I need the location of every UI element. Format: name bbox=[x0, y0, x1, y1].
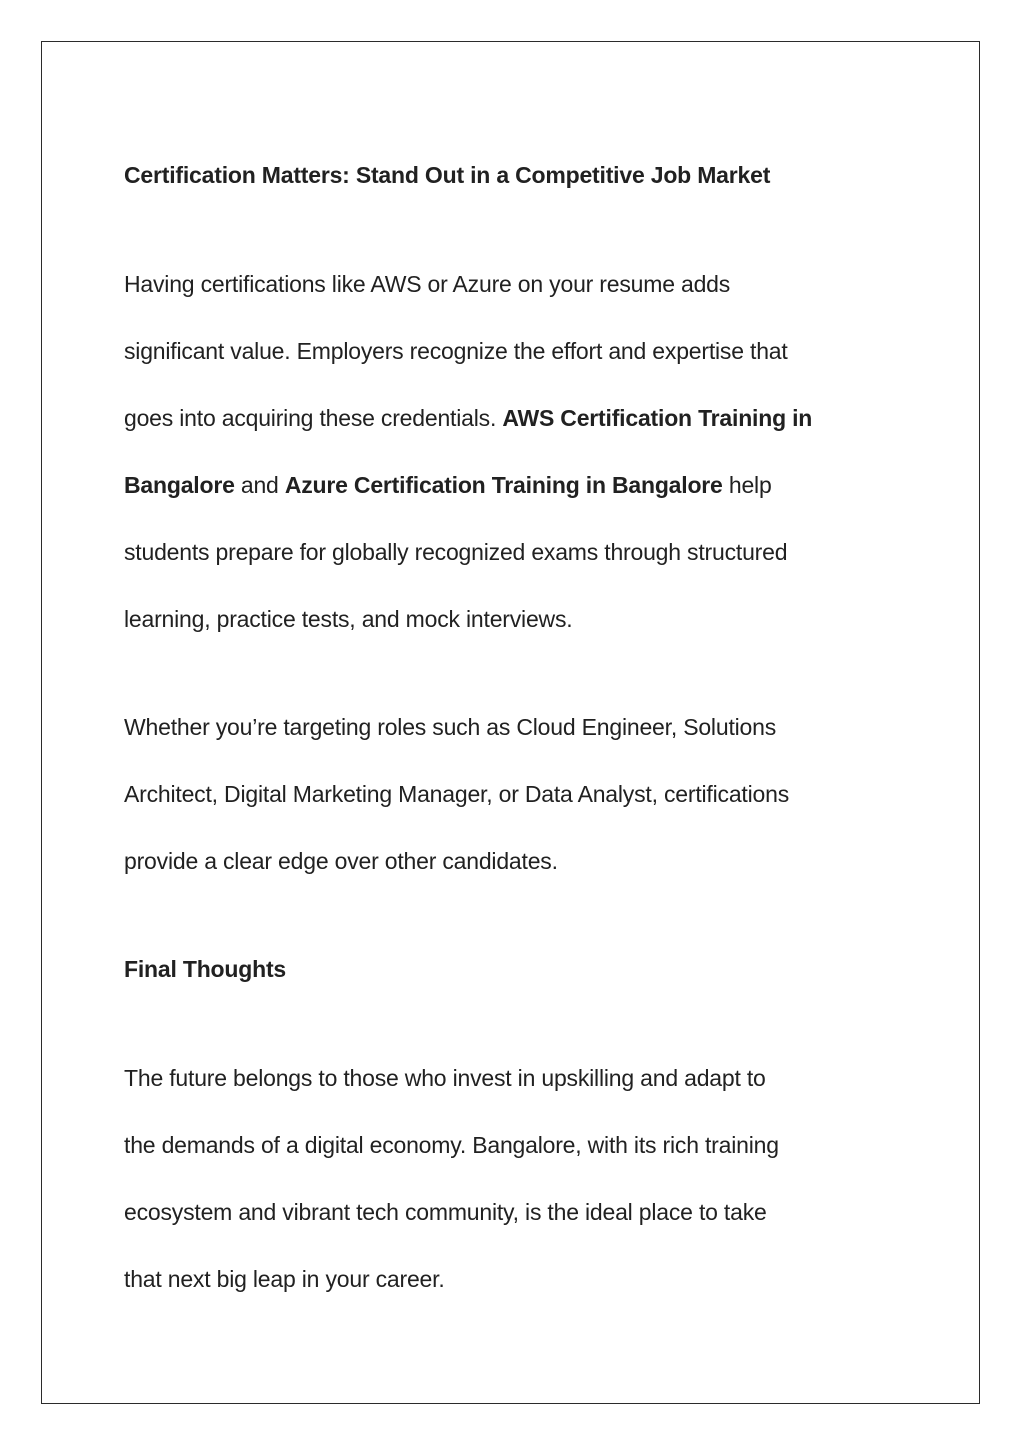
text-line: significant value. Employers recognize the effort and expertise that bbox=[124, 338, 788, 364]
text-line: provide a clear edge over other candidates. bbox=[124, 848, 558, 874]
text-line: the demands of a digital economy. Bangalore, with its rich training bbox=[124, 1132, 779, 1158]
azure-training-emphasis: Azure Certification Training in Bangalore bbox=[284, 472, 723, 498]
aws-training-emphasis-continued: Bangalore bbox=[124, 472, 235, 498]
text-line: Whether you’re targeting roles such as Cloud Engineer, Solutions bbox=[124, 714, 777, 740]
text-line: Architect, Digital Marketing Manager, or Data Analyst, certifications bbox=[124, 781, 789, 807]
paragraph-final-thoughts bbox=[124, 1045, 914, 1313]
text-line: ecosystem and vibrant tech community, is the ideal place to take bbox=[124, 1199, 767, 1225]
text-run: goes into acquiring these credentials. bbox=[124, 405, 503, 431]
text-run: and bbox=[234, 472, 285, 498]
text-run: help bbox=[722, 472, 772, 498]
text-line: learning, practice tests, and mock interviews. bbox=[124, 606, 573, 632]
text-line bbox=[124, 452, 914, 519]
section-heading-final-thoughts: Final Thoughts bbox=[124, 956, 287, 982]
section-heading-certification: Certification Matters: Stand Out in a Competitive Job Market bbox=[124, 162, 771, 188]
paragraph-target-roles bbox=[124, 694, 914, 895]
text-line: that next big leap in your career. bbox=[124, 1266, 445, 1292]
text-line: Having certifications like AWS or Azure on your resume adds bbox=[124, 271, 731, 297]
text-line: students prepare for globally recognized exams through structured bbox=[124, 539, 788, 565]
text-line: The future belongs to those who invest in upskilling and adapt to bbox=[124, 1065, 766, 1091]
text-line bbox=[124, 385, 914, 452]
aws-training-emphasis: AWS Certification Training in bbox=[502, 405, 813, 431]
paragraph-certifications-value bbox=[124, 251, 914, 653]
